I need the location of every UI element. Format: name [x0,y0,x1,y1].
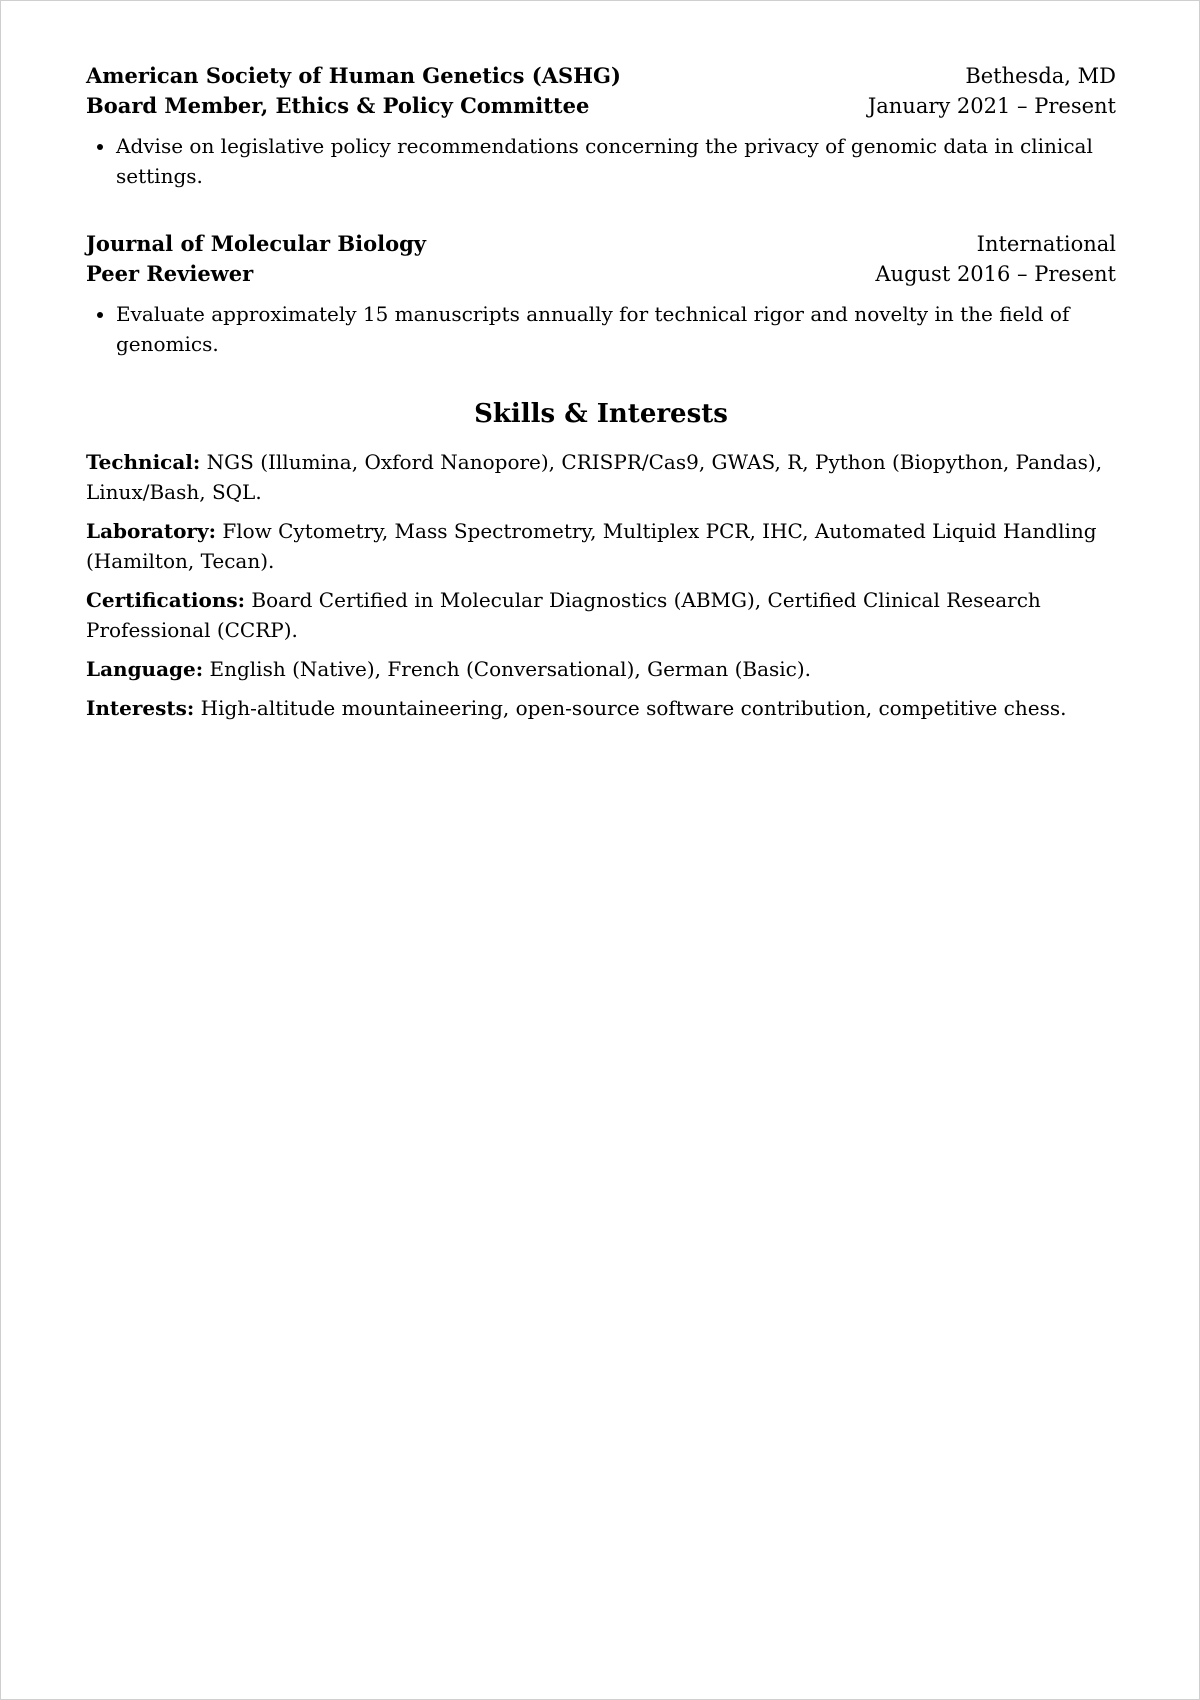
bullet-item: • Advise on legislative policy recommendations concerning the privacy of genomic data in clinical settings. [116,131,1116,191]
bullet-item: • Evaluate approximately 15 manuscripts annually for technical rigor and novelty in the field of genomics. [116,299,1116,359]
skill-label: Certifications: [86,588,246,612]
role-title: Board Member, Ethics & Policy Committee [86,93,590,118]
skill-label: Technical: [86,450,201,474]
experience-entry-jmb [86,229,1116,359]
role-title: Peer Reviewer [86,261,254,286]
skill-text: Board Certified in Molecular Diagnostics (ABMG), Certified Clinical Research Professional (CCRP). [86,588,1041,642]
section-title-skills: Skills & Interests [474,399,728,429]
experience-entry-ashg [86,61,1116,191]
skill-label: Language: [86,657,204,681]
skill-text: NGS (Illumina, Oxford Nanopore), CRISPR/Cas9, GWAS, R, Python (Biopython, Pandas), Linux/Bash, SQL. [86,450,1103,504]
entry-role-row [86,91,1116,121]
skill-text: Flow Cytometry, Mass Spectrometry, Multiplex PCR, IHC, Automated Liquid Handling (Hamilton, Tecan). [86,519,1097,573]
skill-line-interests [86,693,1116,723]
resume-content [86,61,1116,732]
skill-label: Interests: [86,696,195,720]
location: International [976,232,1116,256]
bullet-list [86,299,1116,359]
entry-header-row [86,61,1116,91]
organization-name: American Society of Human Genetics (ASHG) [86,63,621,88]
date-range: August 2016 – Present [875,262,1116,286]
entry-header-row [86,229,1116,259]
date-range: January 2021 – Present [867,94,1116,118]
skill-line-technical [86,447,1116,507]
skill-line-language [86,654,1116,684]
location: Bethesda, MD [965,64,1116,88]
skill-text: High-altitude mountaineering, open-source software contribution, competitive chess. [200,696,1067,720]
skill-text: English (Native), French (Conversational), German (Basic). [209,657,812,681]
organization-name: Journal of Molecular Biology [86,231,426,256]
bullet-list [86,131,1116,191]
skill-line-certifications [86,585,1116,645]
entry-role-row [86,259,1116,289]
skill-label: Laboratory: [86,519,216,543]
skill-line-laboratory [86,516,1116,576]
